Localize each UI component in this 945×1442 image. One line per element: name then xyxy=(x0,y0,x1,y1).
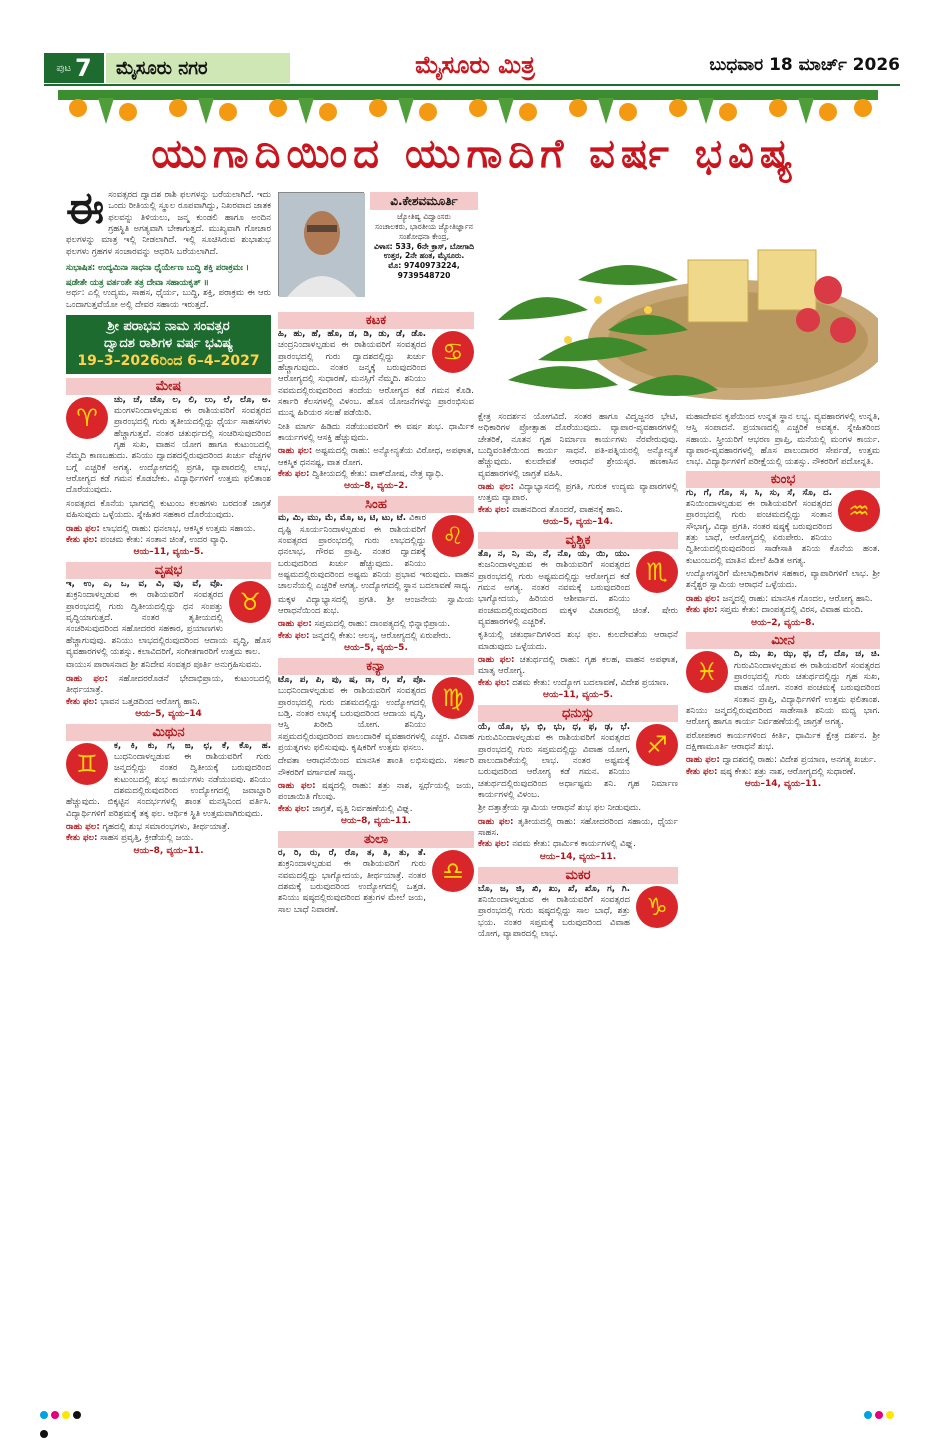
ketu-result: ಕೇತು ಫಲ: ದಶಮ ಕೇತು: ಉದ್ಯೋಗ ಬದಲಾವಣೆ, ವಿದೇಶ ಪ್ರಯಾಣ. xyxy=(478,677,669,688)
ketu-result: ಕೇತು ಫಲ: ನವಮ ಕೇತು: ಧಾರ್ಮಿಕ ಕಾರ್ಯಗಳಲ್ಲಿ ವಿಘ್ನ. xyxy=(478,839,636,850)
subhashita-line-1: ಸುಭಾಷಿತ: ಉದ್ಯಮಿನಾ ಸಾಧನಾ ಧೈರ್ಯೇಣ ಬುದ್ಧಿ ಶಕ್ತಿ ಪರಾಕ್ರಮಃ । xyxy=(66,262,249,273)
raahu-result: ರಾಹು ಫಲ: ದ್ವಾದಶದಲ್ಲಿ ರಾಹು: ವಿದೇಶ ಪ್ರಯಾಣ, ಅನಗತ್ಯ ಖರ್ಚು. xyxy=(686,755,877,766)
goat-icon: ♑ xyxy=(636,886,678,928)
sign-body-makara: ♑ ಬೊ, ಜ, ಜಿ, ಖಿ, ಖು, ಖೆ, ಖೊ, ಗ, ಗಿ. ಶನಿಯಿಂದಾಳಲ್ಪಡುವ ಈ ರಾಶಿಯವರಿಗೆ ಸಂವತ್ಸರದ ಪ್ರಾರಂಭದಲ್ಲಿ ಗುರು ಷಷ್ಠದಲ್ಲಿದ್ದು ಸಾಲ ಬಾಧೆ, ಶತ್ರು ಭಯ. ನಂತರ ಸಪ್ತಮಕ್ಕೆ ಬರುವುದರಿಂದ ವಿವಾಹ ಯೋಗ, ವ್ಯಾಪಾರದಲ್ಲಿ ಲಾಭ. xyxy=(478,884,678,941)
cmyk-dot xyxy=(40,1411,48,1419)
raahu-result: ರಾಹು ಫಲ: ತೃತೀಯದಲ್ಲಿ ರಾಹು: ಸಹೋದರರಿಂದ ಸಹಾಯ, ಧೈರ್ಯ ಸಾಹಸ. xyxy=(478,816,679,839)
aaya-vyaya: ಆಯ–11, ವ್ಯಯ–5. xyxy=(543,690,613,701)
sign-body-kanya: ♍ ಟೊ, ಪ, ಪಿ, ಪು, ಷ, ಣ, ಠ, ಪೆ, ಪೊ. ಬುಧನಿಂದಾಳಲ್ಪಡುವ ಈ ರಾಶಿಯವರಿಗೆ ಸಂವತ್ಸರದ ಪ್ರಾರಂಭದಲ್ಲಿ ಗುರು ದಶಮದಲ್ಲಿದ್ದು ಉದ್ಯೋಗದಲ್ಲಿ ಬಡ್ತಿ. ನಂತರ ಲಾಭಕ್ಕೆ ಬರುವುದರಿಂದ ಆದಾಯ ವೃದ್ಧಿ, ಆಸ್ತಿ ಖರೀದಿ ಯೋಗ. ಶನಿಯು ಸಪ್ತಮದಲ್ಲಿರುವುದರಿಂದ ಪಾಲುದಾರಿಕೆ ವ್ಯವಹಾರಗಳಲ್ಲಿ ಎಚ್ಚರ. ವಿವಾಹ ಪ್ರಯತ್ನಗಳು ಫಲಿಸುವುವು. ಕೃಷಿಕರಿಗೆ ಉತ್ತಮ ಫಸಲು. xyxy=(278,675,474,754)
sign-text-2: ನೀತಿ ಮಾರ್ಗ ಹಿಡಿದು ನಡೆಯುವವರಿಗೆ ಈ ವರ್ಷ ಶುಭ. ಧಾರ್ಮಿಕ ಕಾರ್ಯಗಳಲ್ಲಿ ಆಸಕ್ತಿ ಹೆಚ್ಚುವುದು. xyxy=(278,421,474,444)
sign-heading-kumbha: ಕುಂಭ xyxy=(686,471,880,488)
sign-heading-kanya: ಕನ್ಯಾ xyxy=(278,658,474,675)
sign-body-vrushchika: ♏ ತೊ, ನ, ನಿ, ನು, ನೆ, ನೊ, ಯ, ಯಿ, ಯು. ಕುಜನಿಂದಾಳಲ್ಪಡುವ ಈ ರಾಶಿಯವರಿಗೆ ಸಂವತ್ಸರದ ಪ್ರಾರಂಭದಲ್ಲಿ ಗುರು ಅಷ್ಟಮದಲ್ಲಿದ್ದು ಆರೋಗ್ಯದ ಕಡೆ ಗಮನ ಅಗತ್ಯ. ನಂತರ ನವಮಕ್ಕೆ ಬರುವುದರಿಂದ ಭಾಗ್ಯೋದಯ, ಹಿರಿಯರ ಆಶೀರ್ವಾದ. ಶನಿಯು ಪಂಚಮದಲ್ಲಿರುವುದರಿಂದ ಮಕ್ಕಳ ವಿಚಾರದಲ್ಲಿ ಚಿಂತೆ. ಷೇರು ವ್ಯವಹಾರಗಳಲ್ಲಿ ಎಚ್ಚರಿಕೆ. xyxy=(478,548,678,628)
header-rule xyxy=(44,84,900,86)
sign-body-vrushabha: ♉ ಇ, ಉ, ಎ, ಒ, ವ, ವಿ, ವು, ವೆ, ವೊ. ಶುಕ್ರನಿಂದಾಳಲ್ಪಡುವ ಈ ರಾಶಿಯವರಿಗೆ ಸಂವತ್ಸರದ ಪ್ರಾರಂಭದಲ್ಲಿ ಗುರು ದ್ವಿತೀಯದಲ್ಲಿದ್ದು ಧನ ಸಂಪತ್ತು ವೃದ್ಧಿಯಾಗುತ್ತದೆ. ನಂತರ ತೃತೀಯದಲ್ಲಿ ಸಂಚರಿಸುವುದರಿಂದ ಸಹೋದರರ ಸಹಕಾರ, ಪ್ರಯಾಣಗಳು ಹೆಚ್ಚಾಗುವುವು. ಶನಿಯು ಲಾಭದಲ್ಲಿರುವುದರಿಂದ ಆದಾಯ ವೃದ್ಧಿ, ಹೊಸ ವ್ಯವಹಾರಗಳಲ್ಲಿ ಯಶಸ್ಸು. ಕಲಾವಿದರಿಗೆ, ಸಂಗೀತಗಾರರಿಗೆ ಉತ್ತಮ ಕಾಲ. xyxy=(66,579,271,658)
ketu-result: ಕೇತು ಫಲ: ಜನ್ಮದಲ್ಲಿ ಕೇತು: ಆಲಸ್ಯ, ಆರೋಗ್ಯದಲ್ಲಿ ಏರುಪೇರು. xyxy=(278,630,452,641)
sign-body-meena: ♓ ದಿ, ದು, ಖ, ಝ, ಥ, ದೆ, ದೊ, ಚ, ಚಿ. ಗುರುವಿನಿಂದಾಳಲ್ಪಡುವ ಈ ರಾಶಿಯವರಿಗೆ ಸಂವತ್ಸರದ ಪ್ರಾರಂಭದಲ್ಲಿ ಗುರು ಚತುರ್ಥದಲ್ಲಿದ್ದು ಗೃಹ ಸುಖ, ವಾಹನ ಯೋಗ. ನಂತರ ಪಂಚಮಕ್ಕೆ ಬರುವುದರಿಂದ ಸಂತಾನ ಪ್ರಾಪ್ತಿ, ವಿದ್ಯಾರ್ಥಿಗಳಿಗೆ ಉತ್ತಮ ಫಲಿತಾಂಶ. ಶನಿಯು ಜನ್ಮದಲ್ಲಿರುವುದರಿಂದ ಸಾಡೇಸಾತಿ ಶನಿಯ ಮಧ್ಯ ಭಾಗ. ಆರೋಗ್ಯ ಹಾಗೂ ಕಾರ್ಯ ನಿರ್ವಹಣೆಯಲ್ಲಿ ಜಾಗ್ರತೆ ಅಗತ್ಯ. xyxy=(686,649,880,728)
fourth-column xyxy=(686,412,880,1397)
section-name: ಮೈಸೂರು ನಗರ xyxy=(106,53,290,83)
main-title: ಯುಗಾದಿಯಿಂದ ಯುಗಾದಿಗೆ ವರ್ಷ ಭವಿಷ್ಯ xyxy=(151,130,799,177)
sign-heading-vrushabha: ವೃಷಭ xyxy=(66,562,271,579)
raahu-result: ರಾಹು ಫಲ: ಗೃಹದಲ್ಲಿ ಶುಭ ಸಮಾರಂಭಗಳು, ತೀರ್ಥಯಾತ್ರೆ. xyxy=(66,822,230,833)
sign-letters: ಚು, ಚೆ, ಚೊ, ಲ, ಲಿ, ಲು, ಲೆ, ಲೊ, ಅ. xyxy=(114,394,271,405)
maiden-icon: ♍ xyxy=(432,677,474,719)
aaya-vyaya: ಆಯ–14, ವ್ಯಯ–11. xyxy=(539,851,617,862)
raahu-result: ರಾಹು ಫಲ: ಚತುರ್ಥದಲ್ಲಿ ರಾಹು: ಗೃಹ ಕಲಹ, ವಾಹನ ಅಪಘಾತ, ಮಾತೃ ಆರೋಗ್ಯ. xyxy=(478,655,678,677)
sign-body-kumbha: ♒ ಗು, ಗೆ, ಗೊ, ಸ, ಸಿ, ಸು, ಸೆ, ಸೊ, ದ. ಶನಿಯಿಂದಾಳಲ್ಪಡುವ ಈ ರಾಶಿಯವರಿಗೆ ಸಂವತ್ಸರದ ಪ್ರಾರಂಭದಲ್ಲಿ ಗುರು ಪಂಚಮದಲ್ಲಿದ್ದು ಸಂತಾನ ಸೌಭಾಗ್ಯ, ವಿದ್ಯಾ ಪ್ರಗತಿ. ನಂತರ ಷಷ್ಠಕ್ಕೆ ಬರುವುದರಿಂದ ಶತ್ರು ಬಾಧೆ, ಆರೋಗ್ಯದಲ್ಲಿ ಏರುಪೇರು. ಶನಿಯು ದ್ವಿತೀಯದಲ್ಲಿರುವುದರಿಂದ ಸಾಡೇಸಾತಿ ಶನಿಯ ಕೊನೆಯ ಹಂತ. ಕುಟುಂಬದಲ್ಲಿ ಮಾತಿನ ಮೇಲೆ ಹಿಡಿತ ಅಗತ್ಯ. xyxy=(686,487,880,566)
author-org: ಸಂಚಾಲಕರು, ಭಾರತೀಯ ಜ್ಯೋತಿರ್ಜ್ಞಾನ ಸಂಶೋಧನಾ ಕೇಂದ್ರ, xyxy=(374,221,473,241)
sign-text-2: ಕೃತಿಯಲ್ಲಿ ಚತುರ್ಥಾದಿಗಳಿಂದ ಶುಭ ಫಲ. ಕುಲದೇವತೆಯ ಆರಾಧನೆ ಮಾಡುವುದು ಒಳ್ಳೆಯದು. xyxy=(478,630,678,652)
intro-paragraph xyxy=(66,183,271,258)
raahu-result: ರಾಹು ಫಲ: ಲಾಭದಲ್ಲಿ ರಾಹು: ಧನಲಾಭ, ಆಕಸ್ಮಿಕ ಉತ್ತಮ ಸಹಾಯ. xyxy=(66,523,256,534)
aaya-vyaya: ಆಯ–5, ವ್ಯಯ–5. xyxy=(344,643,408,654)
raahu-result: ರಾಹು ಫಲ: ಸಹೋದರರೊಡನೆ ಭೇದಾಭಿಪ್ರಾಯ, ಕುಟುಂಬದಲ್ಲಿ ತೀರ್ಥಯಾತ್ರೆ. xyxy=(66,673,272,696)
sign-heading-kataka: ಕಟಕ xyxy=(278,312,474,329)
sign-heading-simha: ಸಿಂಹ xyxy=(278,496,474,513)
dropcap: ಈ xyxy=(66,183,105,234)
ketu-result: ಕೇತು ಫಲ: ಸಾಹಸ ಪ್ರವೃತ್ತಿ, ಕ್ರೀಡೆಯಲ್ಲಿ ಜಯ. xyxy=(66,833,194,844)
author-name: ವಿ.ಕೇಶವಮೂರ್ತಿ xyxy=(370,192,478,210)
aaya-vyaya: ಆಯ–11, ವ್ಯಯ–5. xyxy=(133,547,204,558)
cmyk-registration-marks xyxy=(40,1404,905,1418)
sign-body-dhanussu: ♐ ಯೆ, ಯೊ, ಭ, ಭಿ, ಭು, ಧ, ಫ, ಢ, ಭೆ. ಗುರುವಿನಿಂದಾಳಲ್ಪಡುವ ಈ ರಾಶಿಯವರಿಗೆ ಸಂವತ್ಸರದ ಪ್ರಾರಂಭದಲ್ಲಿ ಗುರು ಸಪ್ತಮದಲ್ಲಿದ್ದು ವಿವಾಹ ಯೋಗ, ಪಾಲುದಾರಿಕೆಯಲ್ಲಿ ಲಾಭ. ನಂತರ ಅಷ್ಟಮಕ್ಕೆ ಬರುವುದರಿಂದ ಆರೋಗ್ಯ ಕಡೆ ಗಮನ. ಶನಿಯು ಚತುರ್ಥದಲ್ಲಿರುವುದರಿಂದ ಅರ್ಧಾಷ್ಟಮ ಶನಿ. ಗೃಹ ನಿರ್ಮಾಣ ಕಾರ್ಯಗಳಲ್ಲಿ ವಿಳಂಬ. xyxy=(478,721,678,801)
cmyk-dot xyxy=(40,1430,48,1438)
raahu-result: ರಾಹು ಫಲ: ಅಷ್ಟಮದಲ್ಲಿ ರಾಹು: ಅನ್ಯೋನ್ಯತೆಯ ವಿರೋಧ, ಅಪಘಾತ, ಆಕಸ್ಮಿಕ ಧನನಷ್ಟ, ವಾತ ರೋಗ. xyxy=(278,446,475,468)
sign-heading-vrushchika: ವೃಶ್ಚಿಕ xyxy=(478,532,678,549)
scorpion-icon: ♏ xyxy=(636,551,678,593)
lion-icon: ♌ xyxy=(432,515,474,557)
subhashita-meaning: ಅರ್ಥ: ಎಲ್ಲಿ ಉದ್ಯಮ, ಸಾಹಸ, ಧೈರ್ಯ, ಬುದ್ಧಿ, ಶಕ್ತಿ, ಪರಾಕ್ರಮ ಈ ಆರು ಒಂದಾಗುತ್ತವೆಯೋ ಅಲ್ಲಿ ದೇವರ ಸಹಾಯ ಇರುತ್ತದೆ. xyxy=(66,288,271,310)
ketu-result: ಕೇತು ಫಲ: ಷಷ್ಠ ಕೇತು: ಶತ್ರು ನಾಶ, ಆರೋಗ್ಯದಲ್ಲಿ ಸುಧಾರಣೆ. xyxy=(686,766,856,777)
raahu-result: ರಾಹು ಫಲ: ಜನ್ಮದಲ್ಲಿ ರಾಹು: ಮಾನಸಿಕ ಗೊಂದಲ, ಆರೋಗ್ಯ ಹಾನಿ. xyxy=(686,593,873,604)
ketu-result: ಕೇತು ಫಲ: ಜಾಗ್ರತೆ, ವೃತ್ತಿ ನಿರ್ವಹಣೆಯಲ್ಲಿ ವಿಘ್ನ. xyxy=(278,803,413,814)
sign-text-2: ಸಂವತ್ಸರದ ಕೊನೆಯ ಭಾಗದಲ್ಲಿ ಕುಟುಂಬ ಕಲಹಗಳು ಬರದಂತೆ ಜಾಗ್ರತೆ ವಹಿಸುವುದು ಒಳ್ಳೆಯದು. ಸ್ನೇಹಿತರ ಸಹಕಾರ ದೊರೆಯುವುದು. xyxy=(66,498,271,521)
sign-text-2: ಪರೋಪಕಾರ ಕಾರ್ಯಗಳಿಂದ ಕೀರ್ತಿ, ಧಾರ್ಮಿಕ ಕ್ಷೇತ್ರ ದರ್ಶನ. ಶ್ರೀ ದಕ್ಷಿಣಾಮೂರ್ತಿ ಆರಾಧನೆ ಶುಭ. xyxy=(686,730,880,753)
aaya-vyaya: ಆಯ–2, ವ್ಯಯ–8. xyxy=(751,617,815,628)
aaya-vyaya: ಆಯ–5, ವ್ಯಯ–14. xyxy=(543,517,613,528)
continued-text: ಕ್ಷೇತ್ರ ಸಂದರ್ಶನ ಯೋಗವಿದೆ. ಸಂತರ ಹಾಗೂ ವಿದ್ವಜ್ಜನರ ಭೇಟಿ, ಅಧಿಕಾರಿಗಳ ಪ್ರೋತ್ಸಾಹ ದೊರೆಯುವುದು. ವ್ಯಾಪಾರ-ವ್ಯವಹಾರಗಳಲ್ಲಿ ಚೇತರಿಕೆ, ನೂತನ ಗೃಹ ನಿರ್ಮಾಣ ಕಾರ್ಯಗಳು ನೆರವೇರುವುವು. ಬುದ್ಧಿವಂತಿಕೆಯಿಂದ ಕಾರ್ಯ ಸಾಧನೆ. ಪತಿ-ಪತ್ನಿಯರಲ್ಲಿ ಅನ್ಯೋನ್ಯತೆ ಹೆಚ್ಚುವುದು. ಕುಲದೇವತೆ ಆರಾಧನೆ ಶ್ರೇಯಸ್ಕರ. ಹಣಕಾಸಿನ ವ್ಯವಹಾರಗಳಲ್ಲಿ ಜಾಗ್ರತೆ ವಹಿಸಿ. xyxy=(478,412,678,479)
sign-heading-mesha: ಮೇಷ xyxy=(66,378,271,395)
aaya-vyaya: ಆಯ–5, ವ್ಯಯ–14 xyxy=(135,708,202,719)
ketu-result: ಕೇತು ಫಲ: ವಾಹನದಿಂದ ತೊಂದರೆ, ವಾಹನಕ್ಕೆ ಹಾನಿ. xyxy=(478,504,623,515)
cmyk-dot xyxy=(62,1411,70,1419)
subhashita-line-2: ಷಡೇತೇ ಯತ್ರ ವರ್ತಂತೇ ತತ್ರ ದೇವಾ ಸಹಾಯಕೃತ್ ॥ xyxy=(66,277,209,288)
author-details xyxy=(370,212,478,304)
sign-text-2: ಉದ್ಯೋಗಸ್ಥರಿಗೆ ಮೇಲಾಧಿಕಾರಿಗಳ ಸಹಕಾರ, ವ್ಯಾಪಾರಿಗಳಿಗೆ ಲಾಭ. ಶ್ರೀ ಶನೈಶ್ಚರ ಸ್ವಾಮಿಯ ಆರಾಧನೆ ಒಳ್ಳೆಯದು. xyxy=(686,569,880,591)
page-number-box xyxy=(44,53,104,83)
author-phone: ಮೊ: 9740973224, 9739548720 xyxy=(388,261,460,281)
ugadi-bevu-bella-photo xyxy=(478,190,878,410)
sign-body-tula: ♎ ರ, ರಿ, ರು, ರೆ, ರೊ, ತ, ತಿ, ತು, ತೆ. ಶುಕ್ರನಿಂದಾಳಲ್ಪಡುವ ಈ ರಾಶಿಯವರಿಗೆ ಗುರು ನವಮದಲ್ಲಿದ್ದು ಭಾಗ್ಯೋದಯ, ತೀರ್ಥಯಾತ್ರೆ. ನಂತರ ದಶಮಕ್ಕೆ ಬರುವುದರಿಂದ ಉದ್ಯೋಗದಲ್ಲಿ ಒತ್ತಡ. ಶನಿಯು ಷಷ್ಠದಲ್ಲಿರುವುದರಿಂದ ಶತ್ರುಗಳ ಮೇಲೆ ಜಯ, ಸಾಲ ಬಾಧೆ ನಿವಾರಣೆ. xyxy=(278,848,474,916)
fish-icon: ♓ xyxy=(686,651,728,693)
second-column xyxy=(278,312,474,1392)
sign-body-kataka: ♋ ಹಿ, ಹು, ಹೆ, ಹೊ, ಡ, ಡಿ, ಡು, ಡೆ, ಡೊ. ಚಂದ್ರನಿಂದಾಳಲ್ಪಡುವ ಈ ರಾಶಿಯವರಿಗೆ ಸಂವತ್ಸರದ ಪ್ರಾರಂಭದಲ್ಲಿ ಗುರು ದ್ವಾದಶದಲ್ಲಿದ್ದು ಖರ್ಚು ಹೆಚ್ಚಾಗುವುದು. ನಂತರ ಜನ್ಮಕ್ಕೆ ಬರುವುದರಿಂದ ಆರೋಗ್ಯದಲ್ಲಿ ಸುಧಾರಣೆ, ಮನಸ್ಸಿಗೆ ನೆಮ್ಮದಿ. ಶನಿಯು ನವಮದಲ್ಲಿರುವುದರಿಂದ ತಂದೆಯ ಆರೋಗ್ಯದ ಕಡೆ ಗಮನ ಕೊಡಿ. ಸರ್ಕಾರಿ ಕೆಲಸಗಳಲ್ಲಿ ವಿಳಂಬ. ಹೊಸ ಯೋಜನೆಗಳನ್ನು ಪ್ರಾರಂಭಿಸುವ ಮುನ್ನ ಹಿರಿಯರ ಸಲಹೆ ಪಡೆಯಿರಿ. xyxy=(278,329,474,419)
author-address: ವಿಳಾಸ: 533, 6ನೇ ಕ್ರಾಸ್, ಬೋಗಾದಿ ಉತ್ತರ, 2ನೇ ಹಂತ, ಮೈಸೂರು. xyxy=(373,241,475,261)
sign-heading-makara: ಮಕರ xyxy=(478,867,678,884)
sign-text-2: ವಾಯುಸ ಪಾರಾಸನಾದ ಶ್ರೀ ಶನಿದೇವ ಸಂವತ್ಸರ ಪೂರ್ತಿ ಅನುಗ್ರಹಿಸುವನು. xyxy=(66,660,262,671)
sign-heading-meena: ಮೀನ xyxy=(686,632,880,649)
sign-text-2: ಶ್ರೀ ದತ್ತಾತ್ರೇಯ ಸ್ವಾಮಿಯ ಆರಾಧನೆ ಶುಭ ಫಲ ನೀಡುವುದು. xyxy=(478,803,642,814)
cmyk-dot xyxy=(51,1411,59,1419)
cmyk-dot xyxy=(875,1411,883,1419)
sign-text: ಮಂಗಳನಿಂದಾಳಲ್ಪಡುವ ಈ ರಾಶಿಯವರಿಗೆ ಸಂವತ್ಸರದ ಪ್ರಾರಂಭದಲ್ಲಿ ಗುರು ತೃತೀಯದಲ್ಲಿದ್ದು ಧೈರ್ಯ ಸಾಹಸಗಳು ಹೆಚ್ಚಾಗುತ್ತವೆ. ನಂತರ ಚತುರ್ಥದಲ್ಲಿ ಸಂಚರಿಸುವುದರಿಂದ ಗೃಹ ಸುಖ, ವಾಹನ ಯೋಗ ಹಾಗೂ ಕುಟುಂಬದಲ್ಲಿ ನೆಮ್ಮದಿ ಕಾಣಬಹುದು. ಶನಿಯು ದ್ವಾದಶದಲ್ಲಿರುವುದರಿಂದ ಖರ್ಚು ವೆಚ್ಚಗಳ ಬಗ್ಗೆ ಎಚ್ಚರಿಕೆ ಅಗತ್ಯ. ಉದ್ಯೋಗದಲ್ಲಿ ಪ್ರಗತಿ, ವ್ಯಾಪಾರದಲ್ಲಿ ಲಾಭ, ಆರೋಗ್ಯದ ಕಡೆ ಗಮನ ಕೊಡಬೇಕು. ವಿದ್ಯಾರ್ಥಿಗಳಿಗೆ ಉತ್ತಮ ಫಲಿತಾಂಶ ದೊರೆಯುವುದು. xyxy=(66,406,271,496)
year-box xyxy=(66,315,271,374)
water-bearer-icon: ♒ xyxy=(838,490,880,532)
aaya-vyaya: ಆಯ–14, ವ್ಯಯ–11. xyxy=(744,779,822,790)
intro-text: ಸಂವತ್ಸರದ ದ್ವಾದಶ ರಾಶಿ ಫಲಗಳನ್ನು ಬರೆಯಲಾಗಿದೆ. ಇದು ಒಂದು ರೀತಿಯಲ್ಲಿ ಸ್ಥೂಲ ರೂಪವಾಗಿದ್ದು, ನಿಖರವಾದ ಜಾತಕ ಫಲವನ್ನು ತಿಳಿಯಲು, ಜನ್ಮ ಕುಂಡಲಿ ಹಾಗೂ ಅಂದಿನ ಗ್ರಹಸ್ಥಿತಿ ಅಗತ್ಯವಾಗಿ ಬೇಕಾಗುತ್ತದೆ. ಮುಖ್ಯವಾಗಿ ಗೋಚಾರ ಫಲಗಳನ್ನು ಮಾತ್ರ ಇಲ್ಲಿ ನೀಡಲಾಗಿದೆ. ಇಲ್ಲಿ ಸೂಚಿಸಿರುವ ಶುಭಾಶುಭ ಫಲಗಳು ಗ್ರಹಗಳ ಸಂಚಾರವನ್ನು ಆಧರಿಸಿ ಬರೆಯಲಾಗಿದೆ. xyxy=(66,190,271,257)
cmyk-dot xyxy=(864,1411,872,1419)
cmyk-dot xyxy=(73,1411,81,1419)
ketu-result: ಕೇತು ಫಲ: ಪಂಚಮ ಕೇತು: ಸಂತಾನ ಚಿಂತೆ, ಉದರ ವ್ಯಾಧಿ. xyxy=(66,534,229,545)
cmyk-dot xyxy=(886,1411,894,1419)
sign-heading-mithuna: ಮಿಥುನ xyxy=(66,724,271,741)
aaya-vyaya: ಆಯ–8, ವ್ಯಯ–11. xyxy=(341,816,411,827)
sign-heading-tula: ತುಲಾ xyxy=(278,831,474,848)
year-box-line-1: ಶ್ರೀ ಪರಾಭವ ನಾಮ ಸಂವತ್ಸರ xyxy=(107,318,230,334)
crab-icon: ♋ xyxy=(432,331,474,373)
newspaper-name: ಮೈಸೂರು ಮಿತ್ರ xyxy=(415,50,535,79)
sign-body-mithuna: ♊ ಕ, ಕಿ, ಕು, ಗ, ಙ, ಛ, ಕೆ, ಕೊ, ಹ. ಬುಧನಿಂದಾಳಲ್ಪಡುವ ಈ ರಾಶಿಯವರಿಗೆ ಗುರು ಜನ್ಮದಲ್ಲಿದ್ದು ನಂತರ ದ್ವಿತೀಯಕ್ಕೆ ಬರುವುದರಿಂದ ಕುಟುಂಬದಲ್ಲಿ ಶುಭ ಕಾರ್ಯಗಳು ನಡೆಯುವವು. ಶನಿಯು ದಶಮದಲ್ಲಿರುವುದರಿಂದ ಉದ್ಯೋಗದಲ್ಲಿ ಜವಾಬ್ದಾರಿ ಹೆಚ್ಚುವುದು. ಬಿಕ್ಕಟ್ಟಿನ ಸಂದರ್ಭಗಳಲ್ಲಿ ಶಾಂತ ಮನಸ್ಸಿನಿಂದ ವರ್ತಿಸಿ. ವಿದ್ಯಾರ್ಥಿಗಳಿಗೆ ಪರಿಶ್ರಮಕ್ಕೆ ತಕ್ಕ ಫಲ. ಆರ್ಥಿಕ ಸ್ಥಿತಿ ಉತ್ತಮವಾಗಿರುವುದು. xyxy=(66,740,271,819)
year-box-dates: 19–3–2026ರಿಂದ 6–4–2027 xyxy=(77,353,260,370)
aaya-vyaya: ಆಯ–8, ವ್ಯಯ–2. xyxy=(344,481,408,492)
sign-text-2: ದೇವತಾ ಆರಾಧನೆಯಿಂದ ಮಾನಸಿಕ ಶಾಂತಿ ಲಭಿಸುವುದು. ಸರ್ಕಾರಿ ನೌಕರರಿಗೆ ವರ್ಗಾವಣೆ ಸಾಧ್ಯ. xyxy=(278,756,474,778)
third-column xyxy=(478,412,678,1397)
author-title: ಜ್ಯೋತಿಷ್ಯ ವಿದ್ವಾಂಸರು xyxy=(397,212,451,221)
page-number: 7 xyxy=(74,54,92,82)
sign-text-2: ಮಕ್ಕಳ ವಿದ್ಯಾಭ್ಯಾಸದಲ್ಲಿ ಪ್ರಗತಿ. ಶ್ರೀ ಆಂಜನೇಯ ಸ್ವಾಮಿಯ ಆರಾಧನೆಯಿಂದ ಶುಭ. xyxy=(278,594,474,617)
ketu-result: ಕೇತು ಫಲ: ಭಾವನ ಒತ್ತಡದಿಂದ ಆರೋಗ್ಯ ಹಾನಿ. xyxy=(66,696,200,707)
issue-date: ಬುಧವಾರ 18 ಮಾರ್ಚ್ 2026 xyxy=(709,55,900,75)
ketu-result: ಕೇತು ಫಲ: ದ್ವಿತೀಯದಲ್ಲಿ ಕೇತು: ವಾಕ್‌ದೋಷ, ನೇತ್ರ ವ್ಯಾಧಿ. xyxy=(278,469,444,480)
twins-icon: ♊ xyxy=(66,743,108,785)
aaya-vyaya: ಆಯ–8, ವ್ಯಯ–11. xyxy=(133,845,204,856)
left-column xyxy=(66,183,272,1390)
author-photo xyxy=(278,192,364,296)
year-box-line-2: ದ್ವಾದಶ ರಾಶಿಗಳ ವರ್ಷ ಭವಿಷ್ಯ xyxy=(104,336,233,352)
scales-icon: ♎ xyxy=(432,850,474,892)
archer-icon: ♐ xyxy=(636,724,678,766)
page-label: ಪುಟ xyxy=(56,62,71,74)
ram-icon: ♈ xyxy=(66,397,108,439)
sign-body-mesha xyxy=(66,395,271,497)
sign-heading-dhanussu: ಧನುಸ್ಸು xyxy=(478,705,678,722)
raahu-result: ರಾಹು ಫಲ: ಷಷ್ಠದಲ್ಲಿ ರಾಹು: ಶತ್ರು ನಾಶ, ಸ್ಪರ್ಧೆಯಲ್ಲಿ ಜಯ, ಪಂಚಾಯಿತಿ ಗೆಲುವು. xyxy=(278,781,475,803)
bull-icon: ♉ xyxy=(229,581,271,623)
ketu-result: ಕೇತು ಫಲ: ಸಪ್ತಮ ಕೇತು: ದಾಂಪತ್ಯದಲ್ಲಿ ವಿರಸ, ವಿವಾಹ ಮಂದಿ. xyxy=(686,605,864,616)
raahu-result: ರಾಹು ಫಲ: ಸಪ್ತಮದಲ್ಲಿ ರಾಹು: ದಾಂಪತ್ಯದಲ್ಲಿ ಭಿನ್ನಾಭಿಪ್ರಾಯ. xyxy=(278,619,450,630)
raahu-result: ರಾಹು ಫಲ: ವಿದ್ಯಾಭ್ಯಾಸದಲ್ಲಿ ಪ್ರಗತಿ, ಗುರುಕ ಉದ್ಯಮ ವ್ಯಾಪಾರಗಳಲ್ಲಿ ಉತ್ತಮ ವ್ಯಾಪಾರ. xyxy=(478,482,678,504)
sign-body-simha: ♌ ಮ, ಮಿ, ಮು, ಮೆ, ಮೊ, ಟ, ಟಿ, ಟು, ಟೆ. ವಿಕಾರ ದೃಷ್ಟಿ ಸೂರ್ಯನಿಂದಾಳಲ್ಪಡುವ ಈ ರಾಶಿಯವರಿಗೆ ಸಂವತ್ಸರದ ಪ್ರಾರಂಭದಲ್ಲಿ ಗುರು ಲಾಭದಲ್ಲಿದ್ದು ಧನಲಾಭ, ಗೌರವ ಪ್ರಾಪ್ತಿ. ನಂತರ ದ್ವಾದಶಕ್ಕೆ ಬರುವುದರಿಂದ ಖರ್ಚು ಹೆಚ್ಚುವುದು. ಶನಿಯು ಅಷ್ಟಮದಲ್ಲಿರುವುದರಿಂದ ಅಷ್ಟಮ ಶನಿಯ ಪ್ರಭಾವ ಇರುವುದು. ವಾಹನ ಚಾಲನೆಯಲ್ಲಿ ಎಚ್ಚರಿಕೆ ಅಗತ್ಯ. ಉದ್ಯೋಗದಲ್ಲಿ ಸ್ಥಾನ ಬದಲಾವಣೆ ಸಾಧ್ಯ. xyxy=(278,513,474,592)
continued-text: ಮಹಾದೇವನ ಕೃಪೆಯಿಂದ ಉನ್ನತ ಸ್ಥಾನ ಲಭ್ಯ. ವ್ಯವಹಾರಗಳಲ್ಲಿ ಉನ್ನತಿ, ಆಸ್ತಿ ಸಂಪಾದನೆ. ಪ್ರಯಾಣದಲ್ಲಿ ಎಚ್ಚರಿಕೆ ಅವಶ್ಯಕ. ಸ್ನೇಹಿತರಿಂದ ಸಹಾಯ. ಸ್ತ್ರೀಯರಿಗೆ ಆಭರಣ ಪ್ರಾಪ್ತಿ, ಮನೆಯಲ್ಲಿ ಮಂಗಳ ಕಾರ್ಯ. ವ್ಯಾಪಾರ-ವ್ಯವಹಾರಗಳಲ್ಲಿ ಹೊಸ ಪಾಲುದಾರರ ಸೇರ್ಪಡೆ, ಉತ್ತಮ ಲಾಭ. ವಿದ್ಯಾರ್ಥಿಗಳಿಗೆ ಪರೀಕ್ಷೆಯಲ್ಲಿ ಯಶಸ್ಸು. ನೌಕರರಿಗೆ ಪದೋನ್ನತಿ. xyxy=(686,412,880,468)
